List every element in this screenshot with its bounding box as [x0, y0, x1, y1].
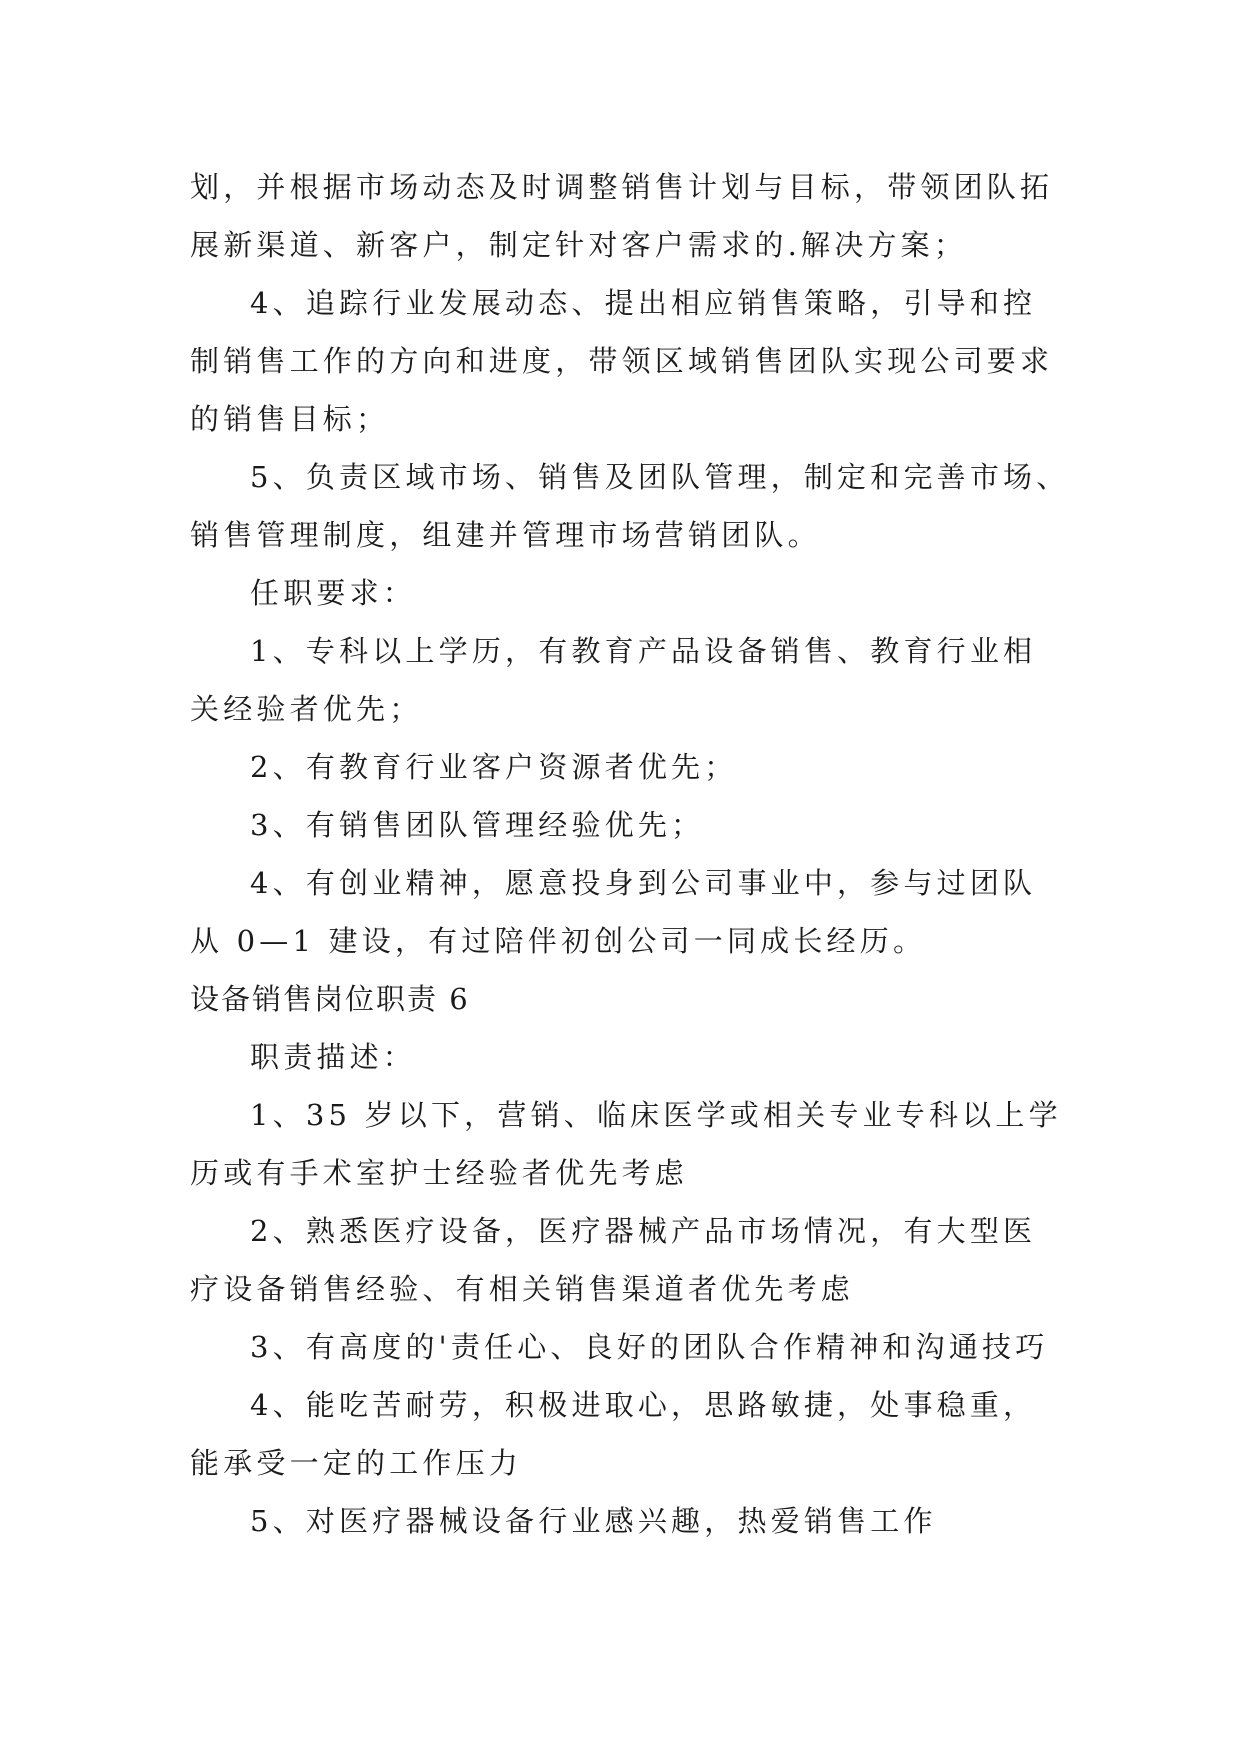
document-body	[190, 158, 1070, 1550]
text-line: 展新渠道、新客户，制定针对客户需求的.解决方案；	[190, 228, 968, 262]
text-line: 1、35 岁以下，营销、临床医学或相关专业专科以上学	[250, 1098, 1062, 1132]
section-label: 职责描述：	[250, 1040, 417, 1074]
text-line: 4、追踪行业发展动态、提出相应销售策略，引导和控	[250, 286, 1037, 320]
text-line: 制销售工作的方向和进度，带领区域销售团队实现公司要求	[190, 344, 1054, 378]
text-line: 4、有创业精神，愿意投身到公司事业中，参与过团队	[250, 866, 1037, 900]
text-line: 5、负责区域市场、销售及团队管理，制定和完善市场、	[250, 460, 1070, 494]
text-line: 3、有销售团队管理经验优先；	[250, 808, 705, 842]
text-line: 疗设备销售经验、有相关销售渠道者优先考虑	[190, 1272, 855, 1306]
section-label: 任职要求：	[250, 576, 417, 610]
text-line: 历或有手术室护士经验者优先考虑	[190, 1156, 689, 1190]
text-line: 2、有教育行业客户资源者优先；	[250, 750, 738, 784]
text-line: 的销售目标；	[190, 402, 390, 436]
text-line: 1、专科以上学历，有教育产品设备销售、教育行业相	[250, 634, 1037, 668]
text-line: 能承受一定的工作压力	[190, 1446, 523, 1480]
section-heading: 设备销售岗位职责 6	[190, 982, 470, 1016]
text-line: 2、熟悉医疗设备，医疗器械产品市场情况，有大型医	[250, 1214, 1037, 1248]
text-line: 划，并根据市场动态及时调整销售计划与目标，带领团队拓	[190, 170, 1054, 204]
text-line: 从 0—1 建设，有过陪伴初创公司一同成长经历。	[190, 924, 927, 958]
text-line: 4、能吃苦耐劳，积极进取心，思路敏捷，处事稳重，	[250, 1388, 1037, 1422]
text-line: 关经验者优先；	[190, 692, 423, 726]
text-line: 5、对医疗器械设备行业感兴趣，热爱销售工作	[250, 1504, 937, 1538]
text-line: 销售管理制度，组建并管理市场营销团队。	[190, 518, 821, 552]
text-line: 3、有高度的'责任心、良好的团队合作精神和沟通技巧	[250, 1330, 1049, 1364]
